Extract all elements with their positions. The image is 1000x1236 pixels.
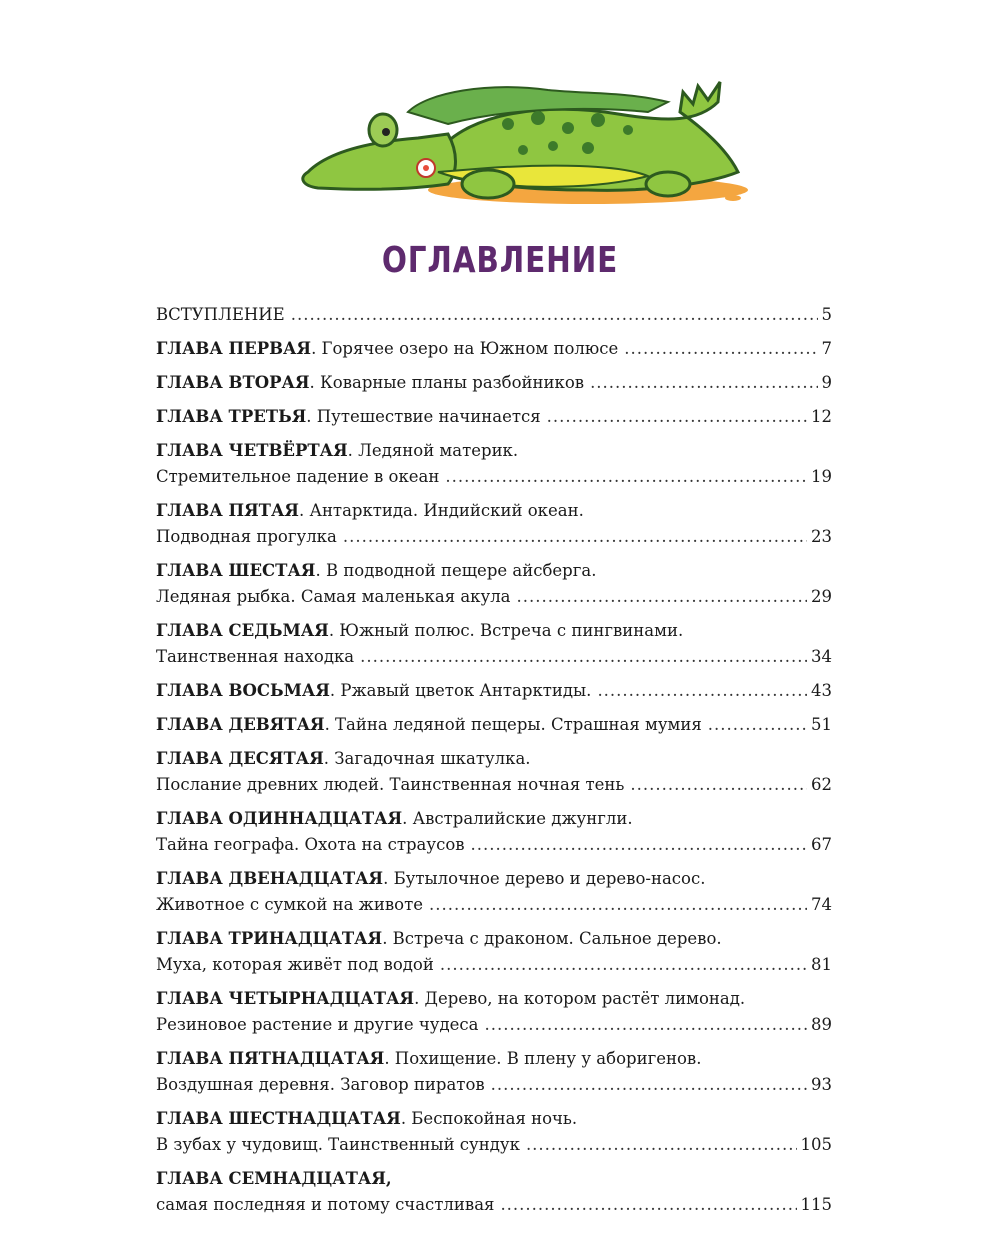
toc-line (156, 618, 832, 644)
toc-line (156, 336, 832, 362)
toc-line (156, 986, 832, 1012)
page-number: 74 (811, 895, 832, 914)
page-number: 81 (811, 955, 832, 974)
entry-text (156, 986, 745, 1012)
toc-entry[interactable] (156, 746, 832, 798)
chapter-heading: ГЛАВА ВТОРАЯ (156, 373, 310, 392)
leader-dots (590, 370, 817, 396)
chapter-subtitle: . Беспокойная ночь. (400, 1109, 578, 1128)
toc-line (156, 404, 832, 430)
page-number: 89 (811, 1015, 832, 1034)
chapter-subtitle: . Бутылочное дерево и дерево-насос. (383, 869, 706, 888)
toc-line (156, 866, 832, 892)
chapter-subtitle-continued: самая последняя и потому счастливая (156, 1195, 495, 1214)
page-number: 23 (811, 527, 832, 546)
entry-text (156, 712, 702, 738)
page-number: 29 (811, 587, 832, 606)
entry-text (156, 1106, 577, 1132)
leader-dots (630, 772, 807, 798)
leader-dots (526, 1132, 797, 1158)
chapter-subtitle-continued: Резиновое растение и другие чудеса (156, 1015, 479, 1034)
toc-entry[interactable] (156, 404, 832, 430)
chapter-subtitle: . Тайна ледяной пещеры. Страшная мумия (324, 715, 702, 734)
toc-line (156, 558, 832, 584)
toc-entry[interactable] (156, 302, 832, 328)
toc-line (156, 1166, 832, 1192)
toc-line (156, 1012, 832, 1038)
chapter-heading: ГЛАВА ОДИННАДЦАТАЯ (156, 809, 403, 828)
chapter-heading: ГЛАВА ДЕВЯТАЯ (156, 715, 325, 734)
toc-title: ОГЛАВЛЕНИЕ (381, 240, 619, 281)
toc-entry[interactable] (156, 712, 832, 738)
chapter-subtitle: . Дерево, на котором растёт лимонад. (414, 989, 746, 1008)
page-number: 5 (821, 305, 832, 324)
chapter-heading: ГЛАВА ДВЕНАДЦАТАЯ (156, 869, 384, 888)
toc-line (156, 1072, 832, 1098)
toc-line (156, 524, 832, 550)
toc-entry[interactable] (156, 926, 832, 978)
chapter-heading: ГЛАВА ПЯТАЯ (156, 501, 299, 520)
chapter-subtitle-continued: Воздушная деревня. Заговор пиратов (156, 1075, 485, 1094)
toc-line (156, 678, 832, 704)
chapter-subtitle-continued: Послание древних людей. Таинственная ночная тень (156, 775, 625, 794)
leader-dots (624, 336, 817, 362)
toc-entry[interactable] (156, 336, 832, 362)
toc-line (156, 1192, 832, 1218)
page-number: 43 (811, 681, 832, 700)
page-number: 34 (811, 647, 832, 666)
entry-text (156, 558, 596, 584)
toc-line (156, 892, 832, 918)
chapter-subtitle: . Похищение. В плену у аборигенов. (384, 1049, 702, 1068)
entry-text (156, 746, 531, 772)
toc-line (156, 926, 832, 952)
toc-line (156, 644, 832, 670)
leader-dots (491, 1072, 807, 1098)
toc-line (156, 438, 832, 464)
entry-text (156, 370, 584, 396)
toc-entry[interactable] (156, 806, 832, 858)
chapter-heading: ГЛАВА ПЕРВАЯ (156, 339, 312, 358)
entry-text (156, 438, 518, 464)
leader-dots (471, 832, 807, 858)
toc-line (156, 1132, 832, 1158)
chapter-subtitle-continued: Таинственная находка (156, 647, 355, 666)
page-number: 93 (811, 1075, 832, 1094)
toc-line (156, 952, 832, 978)
chapter-subtitle: . Путешествие начинается (306, 407, 541, 426)
page-number: 12 (811, 407, 832, 426)
toc-entry[interactable] (156, 498, 832, 550)
entry-text (156, 498, 584, 524)
entry-text (156, 618, 683, 644)
leader-dots (708, 712, 807, 738)
chapter-subtitle-continued: Животное с сумкой на животе (156, 895, 423, 914)
leader-dots (517, 584, 807, 610)
chapter-heading: ГЛАВА СЕДЬМАЯ (156, 621, 329, 640)
toc-entry[interactable] (156, 986, 832, 1038)
toc-entry[interactable] (156, 1046, 832, 1098)
toc-entry[interactable] (156, 678, 832, 704)
chapter-subtitle: . Горячее озеро на Южном полюсе (311, 339, 619, 358)
page-number: 105 (800, 1135, 832, 1154)
entry-text (156, 866, 705, 892)
page-number: 7 (821, 339, 832, 358)
chapter-heading: ВСТУПЛЕНИЕ (156, 305, 285, 324)
entry-text (156, 926, 722, 952)
toc-line (156, 370, 832, 396)
page-number: 62 (811, 775, 832, 794)
chapter-subtitle: . Встреча с драконом. Сальное дерево. (382, 929, 722, 948)
chapter-heading: ГЛАВА ЧЕТЫРНАДЦАТАЯ (156, 989, 415, 1008)
leader-dots (429, 892, 807, 918)
entry-text (156, 678, 591, 704)
chapter-subtitle: . Антарктида. Индийский океан. (298, 501, 584, 520)
page-number: 115 (800, 1195, 832, 1214)
toc-entry[interactable] (156, 558, 832, 610)
chapter-subtitle-continued: Подводная прогулка (156, 527, 337, 546)
leader-dots (445, 464, 807, 490)
entry-text (156, 1046, 701, 1072)
chapter-subtitle-continued: Ледяная рыбка. Самая маленькая акула (156, 587, 511, 606)
toc-line (156, 712, 832, 738)
toc-line (156, 498, 832, 524)
chapter-subtitle: . Австралийские джунгли. (402, 809, 633, 828)
chapter-subtitle-continued: Тайна географа. Охота на страусов (156, 835, 465, 854)
toc-line (156, 584, 832, 610)
entry-text (156, 806, 633, 832)
entry-text (156, 302, 285, 328)
chapter-heading: ГЛАВА ТРЕТЬЯ (156, 407, 307, 426)
chapter-heading: ГЛАВА ЧЕТВЁРТАЯ (156, 441, 348, 460)
table-of-contents (156, 302, 832, 1226)
toc-entry[interactable] (156, 1106, 832, 1158)
page-number: 51 (811, 715, 832, 734)
chapter-heading: ГЛАВА СЕМНАДЦАТАЯ, (156, 1169, 392, 1188)
leader-dots (597, 678, 807, 704)
chapter-heading: ГЛАВА ПЯТНАДЦАТАЯ (156, 1049, 385, 1068)
toc-entry[interactable] (156, 866, 832, 918)
leader-dots (547, 404, 807, 430)
toc-entry[interactable] (156, 370, 832, 396)
chapter-heading: ГЛАВА ШЕСТАЯ (156, 561, 316, 580)
toc-line (156, 832, 832, 858)
entry-text (156, 1166, 392, 1192)
page-number: 19 (811, 467, 832, 486)
page-number: 9 (821, 373, 832, 392)
chapter-subtitle-continued: В зубах у чудовищ. Таинственный сундук (156, 1135, 520, 1154)
chapter-subtitle: . Южный полюс. Встреча с пингвинами. (328, 621, 684, 640)
chapter-subtitle: . Ржавый цветок Антарктиды. (329, 681, 592, 700)
leader-dots (360, 644, 807, 670)
toc-entry[interactable] (156, 1166, 832, 1218)
chapter-subtitle: . Коварные планы разбойников (309, 373, 585, 392)
page-number: 67 (811, 835, 832, 854)
chapter-subtitle: . Ледяной материк. (347, 441, 519, 460)
chapter-subtitle: . Загадочная шкатулка. (323, 749, 531, 768)
toc-entry[interactable] (156, 618, 832, 670)
toc-line (156, 1046, 832, 1072)
leader-dots (500, 1192, 796, 1218)
toc-line (156, 746, 832, 772)
leader-dots (485, 1012, 807, 1038)
crocodile-illustration (288, 72, 758, 222)
leader-dots (343, 524, 807, 550)
toc-line (156, 806, 832, 832)
toc-entry[interactable] (156, 438, 832, 490)
toc-line (156, 302, 832, 328)
toc-line (156, 772, 832, 798)
chapter-heading: ГЛАВА ДЕСЯТАЯ (156, 749, 324, 768)
entry-text (156, 336, 618, 362)
toc-line (156, 464, 832, 490)
chapter-heading: ГЛАВА ВОСЬМАЯ (156, 681, 330, 700)
chapter-heading: ГЛАВА ТРИНАДЦАТАЯ (156, 929, 383, 948)
toc-line (156, 1106, 832, 1132)
entry-text (156, 404, 541, 430)
leader-dots (291, 302, 818, 328)
chapter-subtitle-continued: Стремительное падение в океан (156, 467, 440, 486)
chapter-heading: ГЛАВА ШЕСТНАДЦАТАЯ (156, 1109, 401, 1128)
chapter-subtitle: . В подводной пещере айсберга. (315, 561, 597, 580)
chapter-subtitle-continued: Муха, которая живёт под водой (156, 955, 434, 974)
leader-dots (440, 952, 807, 978)
